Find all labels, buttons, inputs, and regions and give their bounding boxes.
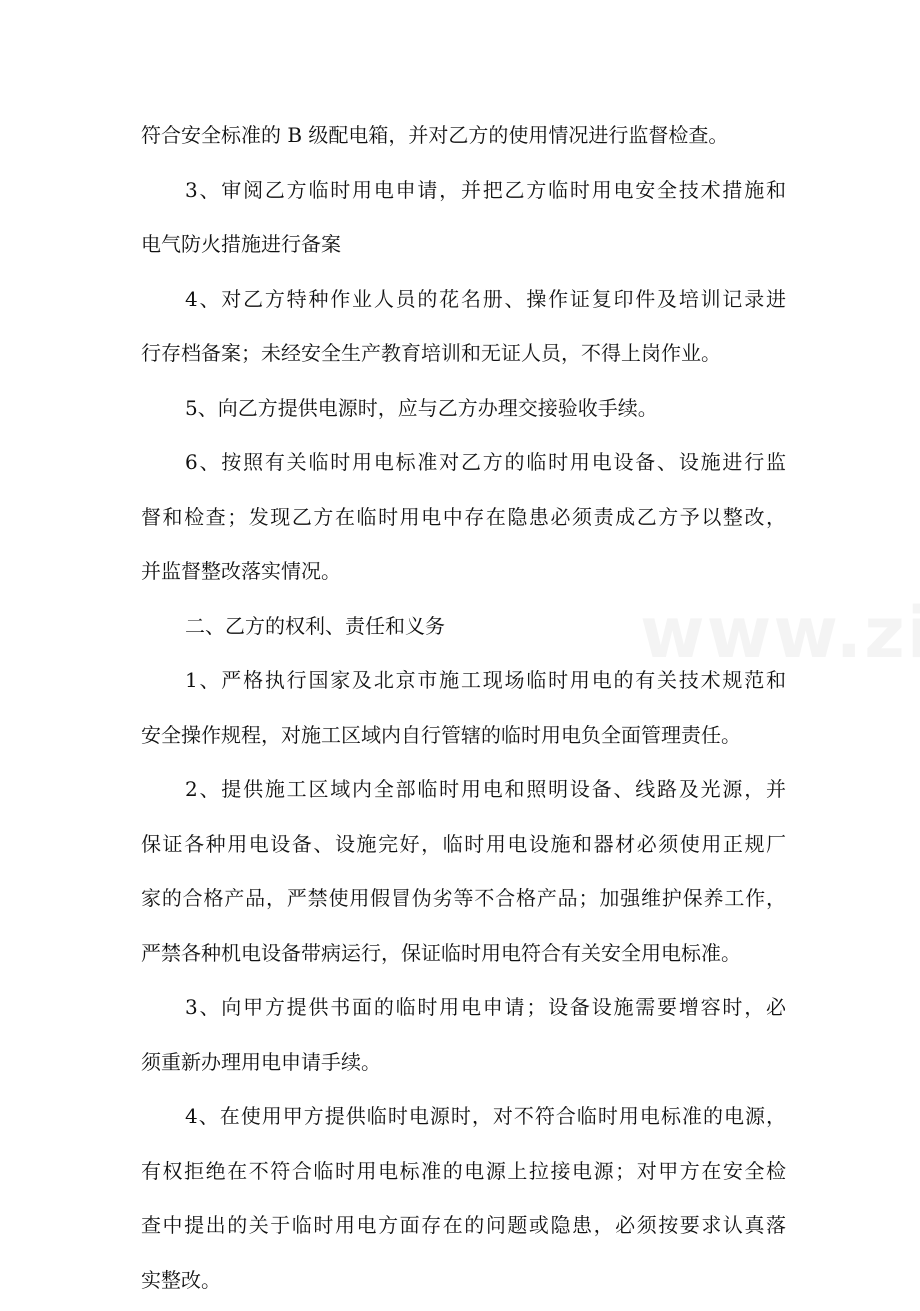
text-line: 1、严格执行国家及北京市施工现场临时用电的有关技术规范和 — [141, 657, 786, 712]
text-line: 6、按照有关临时用电标准对乙方的临时用电设备、设施进行监 — [141, 439, 786, 494]
text-line: 5、向乙方提供电源时，应与乙方办理交接验收手续。 — [141, 385, 786, 440]
text-line: 有权拒绝在不符合临时用电标准的电源上拉接电源；对甲方在安全检 — [141, 1148, 786, 1203]
text-line: 4、对乙方特种作业人员的花名册、操作证复印件及培训记录进 — [141, 276, 786, 331]
document-body — [141, 112, 786, 1311]
text-line: 保证各种用电设备、设施完好，临时用电设施和器材必须使用正规厂 — [141, 821, 786, 876]
text-line: 行存档备案；未经安全生产教育培训和无证人员，不得上岗作业。 — [141, 330, 786, 385]
text-line: 须重新办理用电申请手续。 — [141, 1039, 786, 1094]
text-line: 电气防火措施进行备案 — [141, 221, 786, 276]
text-line: 严禁各种机电设备带病运行，保证临时用电符合有关安全用电标准。 — [141, 930, 786, 985]
text-line: 3、审阅乙方临时用电申请，并把乙方临时用电安全技术措施和 — [141, 167, 786, 222]
text-line: 安全操作规程，对施工区域内自行管辖的临时用电负全面管理责任。 — [141, 712, 786, 767]
text-line: 查中提出的关于临时用电方面存在的问题或隐患，必须按要求认真落 — [141, 1202, 786, 1257]
text-line: 4、在使用甲方提供临时电源时，对不符合临时用电标准的电源， — [141, 1093, 786, 1148]
text-line: 家的合格产品，严禁使用假冒伪劣等不合格产品；加强维护保养工作， — [141, 875, 786, 930]
text-line: 督和检查；发现乙方在临时用电中存在隐患必须责成乙方予以整改， — [141, 494, 786, 549]
text-line: 并监督整改落实情况。 — [141, 548, 786, 603]
text-line: 二、乙方的权利、责任和义务 — [141, 603, 786, 658]
text-line: 3、向甲方提供书面的临时用电申请；设备设施需要增容时，必 — [141, 984, 786, 1039]
text-line: 实整改。 — [141, 1257, 786, 1311]
text-line: 符合安全标准的 B 级配电箱，并对乙方的使用情况进行监督检查。 — [141, 112, 786, 167]
text-line: 2、提供施工区域内全部临时用电和照明设备、线路及光源，并 — [141, 766, 786, 821]
